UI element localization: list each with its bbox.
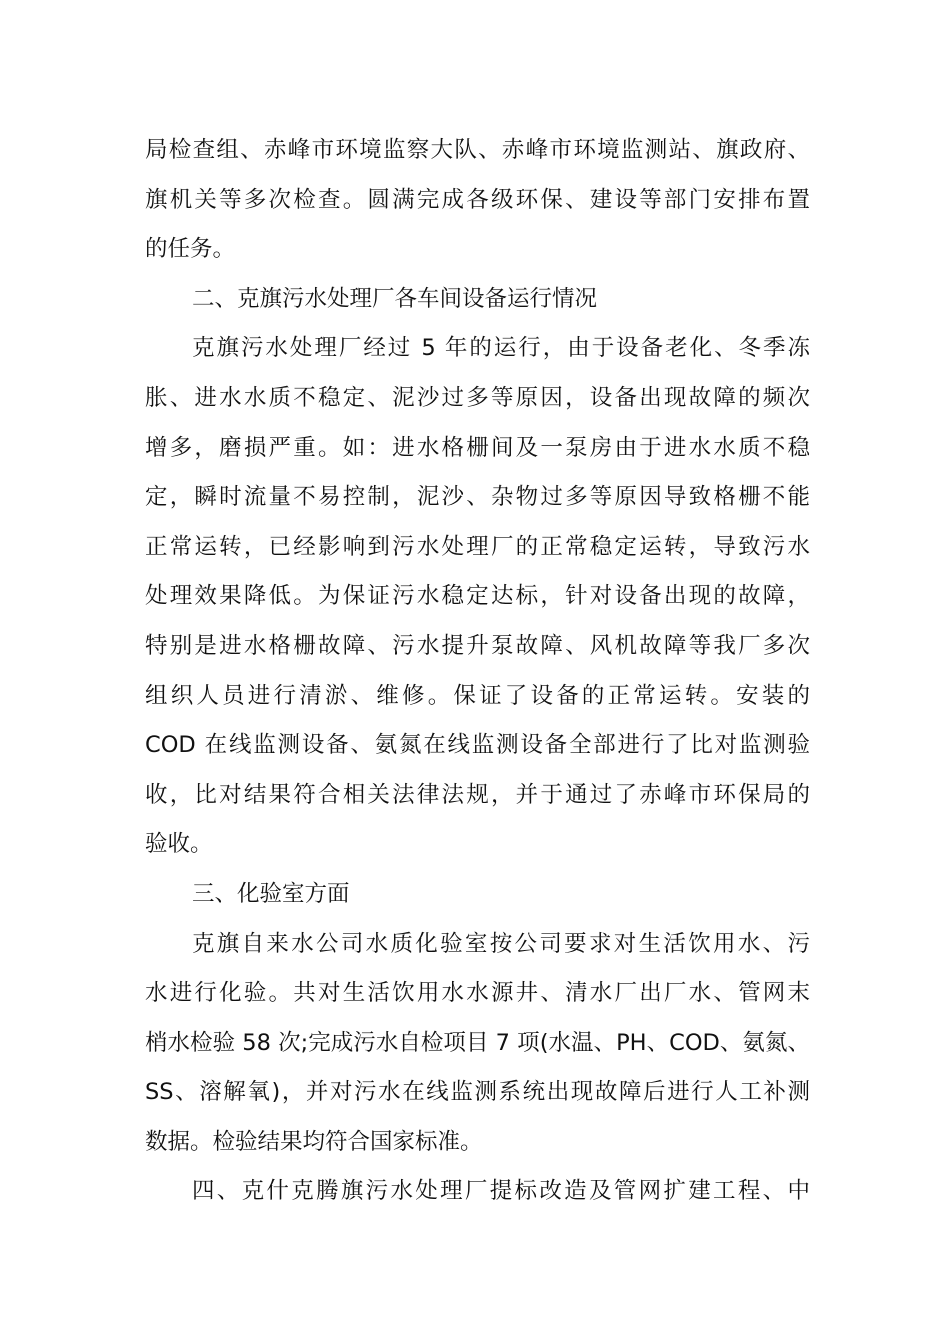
text-line: 四、克什克腾旗污水处理厂提标改造及管网扩建工程、中 <box>192 1178 810 1205</box>
text-line: 二、克旗污水处理厂各车间设备运行情况 <box>192 285 598 312</box>
text-line: 克旗自来水公司水质化验室按公司要求对生活饮用水、污 <box>192 930 810 957</box>
text-line: 处理效果降低。为保证污水稳定达标，针对设备出现的故障， <box>145 583 810 610</box>
text-line: 的任务。 <box>145 236 236 263</box>
text-line: 旗机关等多次检查。圆满完成各级环保、建设等部门安排布置 <box>145 186 810 213</box>
text-line: 水进行化验。共对生活饮用水水源井、清水厂出厂水、管网末 <box>145 980 810 1007</box>
text-line: 验收。 <box>145 831 213 858</box>
text-line: 组织人员进行清淤、维修。保证了设备的正常运转。安装的 <box>145 682 810 709</box>
text-line: 克旗污水处理厂经过 5 年的运行，由于设备老化、冬季冻 <box>192 335 810 362</box>
text-line: 数据。检验结果均符合国家标准。 <box>145 1128 483 1155</box>
document-body <box>145 126 810 1217</box>
text-line: 定，瞬时流量不易控制，泥沙、杂物过多等原因导致格栅不能 <box>145 484 810 511</box>
text-line: 梢水检验 58 次;完成污水自检项目 7 项(水温、PH、COD、氨氮、 <box>145 1029 810 1056</box>
text-line: 局检查组、赤峰市环境监察大队、赤峰市环境监测站、旗政府、 <box>145 137 810 163</box>
text-line: 特别是进水格栅故障、污水提升泵故障、风机故障等我厂多次 <box>145 632 810 659</box>
text-line: 胀、进水水质不稳定、泥沙过多等原因，设备出现故障的频次 <box>145 384 810 411</box>
text-line: COD 在线监测设备、氨氮在线监测设备全部进行了比对监测验 <box>145 732 810 759</box>
text-line: SS、溶解氧)，并对污水在线监测系统出现故障后进行人工补测 <box>145 1079 810 1106</box>
text-line: 增多，磨损严重。如：进水格栅间及一泵房由于进水水质不稳 <box>145 434 810 461</box>
text-line: 收，比对结果符合相关法律法规，并于通过了赤峰市环保局的 <box>145 781 810 808</box>
text-line: 正常运转，已经影响到污水处理厂的正常稳定运转，导致污水 <box>145 533 810 560</box>
text-line: 三、化验室方面 <box>192 880 350 907</box>
